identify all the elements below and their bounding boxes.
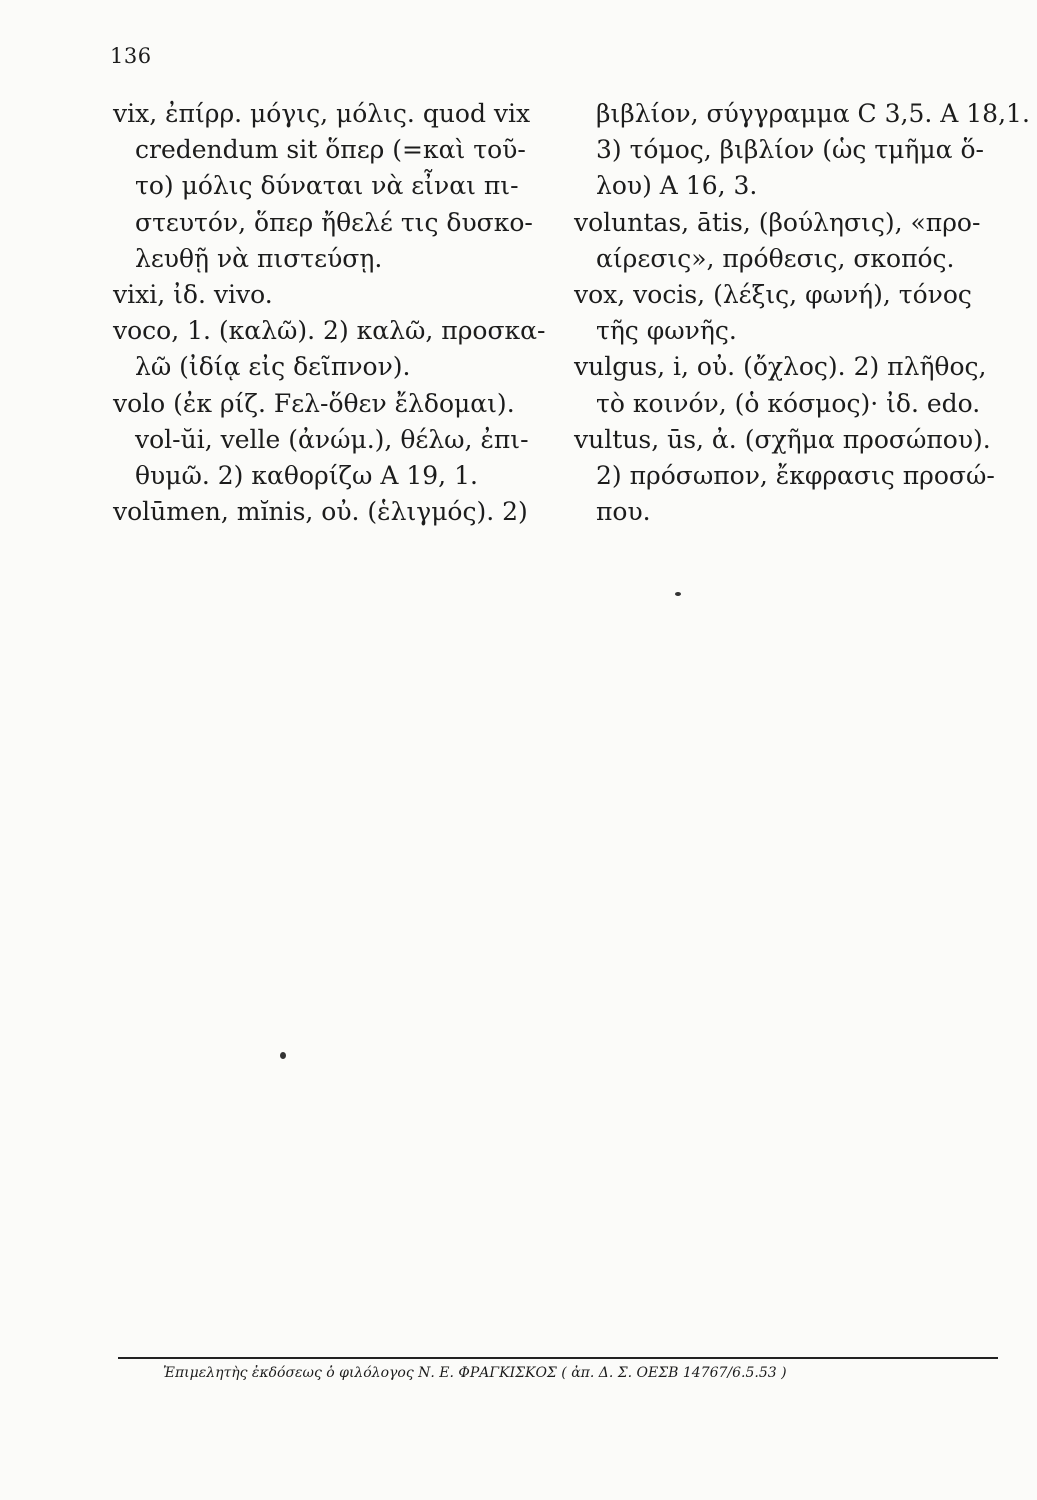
entry-line: vox, vocis, (λέξις, φωνή), τόνος [574, 280, 972, 310]
right-column [574, 96, 1030, 530]
entry-line: 2) πρόσωπον, ἔκφρασις προσώ- [596, 461, 995, 491]
entry-line: credendum sit ὅπερ (=καὶ τοῦ- [135, 135, 526, 165]
ink-speck [280, 1052, 286, 1059]
ink-speck [675, 592, 681, 596]
entry-line: βιβλίον, σύγγραμμα C 3,5. A 18,1. [596, 99, 1030, 128]
entry-line: voluntas, ātis, (βούλησις), «προ- [574, 207, 981, 237]
entry-line: θυμῶ. 2) καθορίζω A 19, 1. [135, 461, 478, 491]
entry-line: τῆς φωνῆς. [596, 316, 737, 346]
left-column [113, 96, 545, 530]
entry-line: vultus, ūs, ἀ. (σχῆμα προσώπου). [574, 424, 991, 454]
entry-line: αίρεσις», πρόθεσις, σκοπός. [596, 243, 955, 273]
entry-line: τὸ κοινόν, (ὁ κόσμος)· ἰδ. edo. [596, 388, 981, 418]
entry-line: vixi, ἰδ. vivo. [113, 280, 273, 310]
entry-line: λῶ (ἰδίᾳ εἰς δεῖπνον). [135, 352, 411, 382]
entry-line: vol-ŭi, velle (ἀνώμ.), θέλω, ἐπι- [135, 424, 529, 454]
entry-line: στευτόν, ὅπερ ἤθελέ τις δυσκο- [135, 207, 533, 237]
entry-line: που. [596, 497, 651, 527]
publication-credit: Ἐπιμελητὴς ἐκδόσεως ὁ φιλόλογος Ν. Ε. ΦΡΑΓΚΙΣΚΟΣ ( ἀπ. Δ. Σ. ΟΕΣΒ 14767/6.5.53 ) [163, 1365, 787, 1381]
entry-line: το) μόλις δύναται νὰ εἶναι πι- [135, 171, 519, 201]
entry-line: vix, ἐπίρρ. μόγις, μόλις. quod vix [113, 99, 531, 128]
entry-line: volūmen, mĭnis, οὐ. (ἑλιγμός). 2) [113, 497, 528, 527]
entry-line: λευθῇ νὰ πιστεύσῃ. [135, 243, 383, 273]
footer-divider [118, 1357, 998, 1359]
entry-line: 3) τόμος, βιβλίον (ὡς τμῆμα ὅ- [596, 135, 984, 165]
entry-line: vulgus, i, οὐ. (ὄχλος). 2) πλῆθος, [574, 352, 987, 382]
entry-line: λου) A 16, 3. [596, 171, 758, 201]
page-number: 136 [110, 44, 152, 68]
entry-line: volo (ἐκ ρίζ. Fελ-ὅθεν ἔλδομαι). [113, 388, 515, 418]
entry-line: voco, 1. (καλῶ). 2) καλῶ, προσκα- [113, 316, 546, 346]
